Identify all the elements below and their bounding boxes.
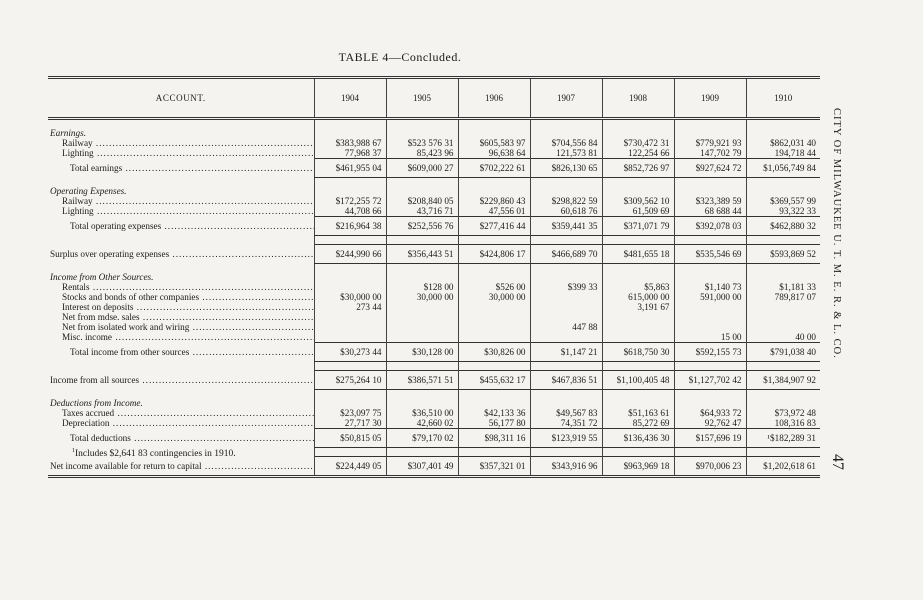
value-cell: $42,133 36 <box>458 408 530 418</box>
row-label: Total deductions ..... <box>70 433 314 443</box>
value-cell: 121,573 81 <box>530 148 602 159</box>
value-cell: $64,933 72 <box>674 408 746 418</box>
value-cell <box>530 186 602 196</box>
value-cell: $424,806 17 <box>458 245 530 264</box>
value-cell: $252,556 76 <box>386 217 458 236</box>
value-cell: 3,191 67 <box>602 302 674 312</box>
table-row <box>48 138 820 148</box>
value-cell: $216,964 38 <box>314 217 386 236</box>
net-income-row <box>48 457 820 477</box>
value-cell <box>602 312 674 322</box>
table-row <box>48 148 820 159</box>
value-cell: 108,316 83 <box>746 418 820 429</box>
row-label: Net from mdse. sales ..... <box>62 312 314 322</box>
value-cell <box>530 292 602 302</box>
value-cell: 30,000 00 <box>386 292 458 302</box>
value-cell: $1,384,907 92 <box>746 371 820 390</box>
table-row <box>48 302 820 312</box>
summary-row <box>48 371 820 390</box>
value-cell: $481,655 18 <box>602 245 674 264</box>
table-row <box>48 196 820 206</box>
value-cell <box>674 322 746 332</box>
value-cell: 93,322 33 <box>746 206 820 217</box>
value-cell: $208,840 05 <box>386 196 458 206</box>
page-number: 47 <box>829 454 846 470</box>
value-cell <box>746 322 820 332</box>
value-cell <box>530 302 602 312</box>
value-cell: $1,181 33 <box>746 282 820 292</box>
value-cell: 56,177 80 <box>458 418 530 429</box>
spacer-row <box>48 178 820 187</box>
value-cell: $730,472 31 <box>602 138 674 148</box>
value-cell: $277,416 44 <box>458 217 530 236</box>
page-title: TABLE 4—Concluded. <box>338 50 462 64</box>
financial-table <box>48 76 820 478</box>
value-cell <box>386 128 458 138</box>
value-cell: $605,583 97 <box>458 138 530 148</box>
value-cell: $136,436 30 <box>602 429 674 448</box>
value-cell <box>386 272 458 282</box>
row-label: Surplus over operating expenses ..... <box>50 249 314 259</box>
value-cell: 30,000 00 <box>458 292 530 302</box>
table-row <box>48 312 820 322</box>
value-cell <box>674 312 746 322</box>
value-cell: $30,128 00 <box>386 343 458 362</box>
total-row <box>48 159 820 178</box>
value-cell <box>746 302 820 312</box>
value-cell: $369,557 99 <box>746 196 820 206</box>
value-cell: 15 00 <box>674 332 746 343</box>
value-cell: $461,955 04 <box>314 159 386 178</box>
value-cell: $826,130 65 <box>530 159 602 178</box>
value-cell: 85,272 69 <box>602 418 674 429</box>
value-cell: 74,351 72 <box>530 418 602 429</box>
row-label: Lighting ..... <box>62 148 314 158</box>
value-cell: $862,031 40 <box>746 138 820 148</box>
value-cell: ¹$182,289 31 <box>746 429 820 448</box>
value-cell: $123,919 55 <box>530 429 602 448</box>
value-cell: $702,222 61 <box>458 159 530 178</box>
value-cell <box>674 272 746 282</box>
value-cell: 60,618 76 <box>530 206 602 217</box>
row-label: Deductions from Income. <box>50 398 143 408</box>
value-cell: $323,389 59 <box>674 196 746 206</box>
value-cell: $963,969 18 <box>602 457 674 477</box>
value-cell: $704,556 84 <box>530 138 602 148</box>
value-cell <box>602 128 674 138</box>
value-cell: 591,000 00 <box>674 292 746 302</box>
value-cell <box>314 332 386 343</box>
value-cell: $462,880 32 <box>746 217 820 236</box>
year-column-header: 1904 <box>314 78 386 119</box>
value-cell: $79,170 02 <box>386 429 458 448</box>
value-cell: $5,863 <box>602 282 674 292</box>
row-label: Net income available for return to capital ..... <box>50 461 314 471</box>
row-label: Income from all sources ..... <box>50 375 314 385</box>
value-cell <box>458 312 530 322</box>
value-cell: $523 576 31 <box>386 138 458 148</box>
footnote <box>72 448 236 459</box>
value-cell <box>314 312 386 322</box>
row-label: Taxes accrued ..... <box>62 408 314 418</box>
value-cell: 194,718 44 <box>746 148 820 159</box>
value-cell: $791,038 40 <box>746 343 820 362</box>
value-cell: $275,264 10 <box>314 371 386 390</box>
row-label: Net from isolated work and wiring ..... <box>62 322 314 332</box>
value-cell: $30,826 00 <box>458 343 530 362</box>
value-cell <box>746 128 820 138</box>
row-label: Interest on deposits ..... <box>62 302 314 312</box>
value-cell <box>314 272 386 282</box>
value-cell: $50,815 05 <box>314 429 386 448</box>
value-cell: $779,921 93 <box>674 138 746 148</box>
value-cell <box>458 332 530 343</box>
value-cell <box>530 312 602 322</box>
value-cell: $927,624 72 <box>674 159 746 178</box>
row-label: Misc. income ..... <box>62 332 314 342</box>
value-cell: $383,988 67 <box>314 138 386 148</box>
spacer-row <box>48 264 820 273</box>
value-cell: $307,401 49 <box>386 457 458 477</box>
value-cell <box>458 302 530 312</box>
value-cell <box>458 128 530 138</box>
value-cell <box>458 322 530 332</box>
value-cell: $535,546 69 <box>674 245 746 264</box>
row-label: Lighting ..... <box>62 206 314 216</box>
value-cell <box>314 398 386 408</box>
value-cell: $399 33 <box>530 282 602 292</box>
table-row <box>48 332 820 343</box>
value-cell: $392,078 03 <box>674 217 746 236</box>
table-row <box>48 322 820 332</box>
value-cell: 96,638 64 <box>458 148 530 159</box>
side-caption: CITY OF MILWAUKEE U. T. M. E. R. & L. CO. <box>831 108 842 359</box>
row-label: Depreciation ..... <box>62 418 314 428</box>
year-column-header: 1906 <box>458 78 530 119</box>
row-label: Total operating expenses ..... <box>70 221 314 231</box>
value-cell <box>674 398 746 408</box>
value-cell <box>746 186 820 196</box>
value-cell: 61,509 69 <box>602 206 674 217</box>
value-cell: $609,000 27 <box>386 159 458 178</box>
value-cell: 27,717 30 <box>314 418 386 429</box>
value-cell: 42,660 02 <box>386 418 458 429</box>
value-cell <box>386 332 458 343</box>
table-header-row <box>48 78 820 119</box>
value-cell <box>314 282 386 292</box>
value-cell: 85,423 96 <box>386 148 458 159</box>
value-cell: $157,696 19 <box>674 429 746 448</box>
row-label: Operating Expenses. <box>50 186 127 196</box>
value-cell: $229,860 43 <box>458 196 530 206</box>
value-cell: 40 00 <box>746 332 820 343</box>
value-cell <box>530 398 602 408</box>
year-column-header: 1909 <box>674 78 746 119</box>
value-cell <box>458 272 530 282</box>
value-cell: $309,562 10 <box>602 196 674 206</box>
value-cell: $467,836 51 <box>530 371 602 390</box>
value-cell <box>602 322 674 332</box>
value-cell: 44,708 66 <box>314 206 386 217</box>
value-cell: $371,071 79 <box>602 217 674 236</box>
value-cell: $343,916 96 <box>530 457 602 477</box>
row-label: Earnings. <box>50 128 86 138</box>
row-label: Railway ..... <box>62 138 314 148</box>
value-cell: $592,155 73 <box>674 343 746 362</box>
value-cell <box>530 332 602 343</box>
value-cell: $1,202,618 61 <box>746 457 820 477</box>
value-cell: 122,254 66 <box>602 148 674 159</box>
value-cell: $49,567 83 <box>530 408 602 418</box>
table-row <box>48 292 820 302</box>
value-cell: 47,556 01 <box>458 206 530 217</box>
table-row <box>48 408 820 418</box>
total-row <box>48 217 820 236</box>
section-heading-row <box>48 128 820 138</box>
value-cell: $455,632 17 <box>458 371 530 390</box>
year-column-header: 1907 <box>530 78 602 119</box>
table-row <box>48 282 820 292</box>
value-cell: $73,972 48 <box>746 408 820 418</box>
value-cell <box>386 312 458 322</box>
value-cell: $852,726 97 <box>602 159 674 178</box>
value-cell: $244,990 66 <box>314 245 386 264</box>
value-cell: $1,127,702 42 <box>674 371 746 390</box>
value-cell <box>314 322 386 332</box>
year-column-header: 1908 <box>602 78 674 119</box>
section-heading-row <box>48 272 820 282</box>
value-cell: $224,449 05 <box>314 457 386 477</box>
value-cell: $23,097 75 <box>314 408 386 418</box>
value-cell <box>314 128 386 138</box>
section-heading-row <box>48 398 820 408</box>
value-cell <box>602 398 674 408</box>
section-heading-row <box>48 186 820 196</box>
value-cell: $1,056,749 84 <box>746 159 820 178</box>
row-label: Total income from other sources ..... <box>70 347 314 357</box>
value-cell: $357,321 01 <box>458 457 530 477</box>
summary-row <box>48 245 820 264</box>
spacer-row <box>48 119 820 129</box>
value-cell <box>458 398 530 408</box>
value-cell: 273 44 <box>314 302 386 312</box>
spacer-row <box>48 362 820 371</box>
value-cell: $1,140 73 <box>674 282 746 292</box>
year-column-header: 1905 <box>386 78 458 119</box>
value-cell: 68 688 44 <box>674 206 746 217</box>
footnote-text: Includes $2,641 83 contingencies in 1910. <box>75 449 236 460</box>
value-cell: $30,273 44 <box>314 343 386 362</box>
value-cell <box>602 272 674 282</box>
value-cell: $970,006 23 <box>674 457 746 477</box>
total-row <box>48 343 820 362</box>
value-cell <box>386 186 458 196</box>
row-label: Rentals ..... <box>62 282 314 292</box>
value-cell: 43,716 71 <box>386 206 458 217</box>
value-cell: $172,255 72 <box>314 196 386 206</box>
value-cell: 615,000 00 <box>602 292 674 302</box>
value-cell: $526 00 <box>458 282 530 292</box>
value-cell: $356,443 51 <box>386 245 458 264</box>
value-cell: $98,311 16 <box>458 429 530 448</box>
value-cell: $1,100,405 48 <box>602 371 674 390</box>
value-cell: 789,817 07 <box>746 292 820 302</box>
value-cell <box>386 322 458 332</box>
value-cell: $298,822 59 <box>530 196 602 206</box>
value-cell <box>746 272 820 282</box>
value-cell: 447 88 <box>530 322 602 332</box>
value-cell: $30,000 00 <box>314 292 386 302</box>
value-cell <box>746 398 820 408</box>
value-cell <box>458 186 530 196</box>
value-cell: $618,750 30 <box>602 343 674 362</box>
value-cell: $593,869 52 <box>746 245 820 264</box>
row-label: Railway ..... <box>62 196 314 206</box>
value-cell <box>314 186 386 196</box>
value-cell <box>746 312 820 322</box>
account-column-header: ACCOUNT. <box>48 78 314 119</box>
value-cell: $36,510 00 <box>386 408 458 418</box>
row-label: Income from Other Sources. <box>50 272 154 282</box>
value-cell <box>674 302 746 312</box>
value-cell: $1,147 21 <box>530 343 602 362</box>
table-row <box>48 206 820 217</box>
value-cell: $51,163 61 <box>602 408 674 418</box>
value-cell: 92,762 47 <box>674 418 746 429</box>
table-row <box>48 418 820 429</box>
value-cell: $128 00 <box>386 282 458 292</box>
value-cell <box>386 302 458 312</box>
value-cell: $466,689 70 <box>530 245 602 264</box>
spacer-row <box>48 236 820 245</box>
year-column-header: 1910 <box>746 78 820 119</box>
value-cell: $386,571 51 <box>386 371 458 390</box>
table-body <box>48 119 820 477</box>
value-cell: 77,968 37 <box>314 148 386 159</box>
total-row <box>48 429 820 448</box>
value-cell <box>530 272 602 282</box>
value-cell: 147,702 79 <box>674 148 746 159</box>
value-cell <box>674 186 746 196</box>
value-cell <box>530 128 602 138</box>
value-cell: $359,441 35 <box>530 217 602 236</box>
value-cell <box>386 398 458 408</box>
row-label: Stocks and bonds of other companies ..... <box>62 292 314 302</box>
spacer-row <box>48 390 820 399</box>
footnote-mark: 1 <box>72 448 75 454</box>
value-cell <box>602 332 674 343</box>
value-cell <box>602 186 674 196</box>
value-cell <box>674 128 746 138</box>
row-label: Total earnings ..... <box>70 163 314 173</box>
